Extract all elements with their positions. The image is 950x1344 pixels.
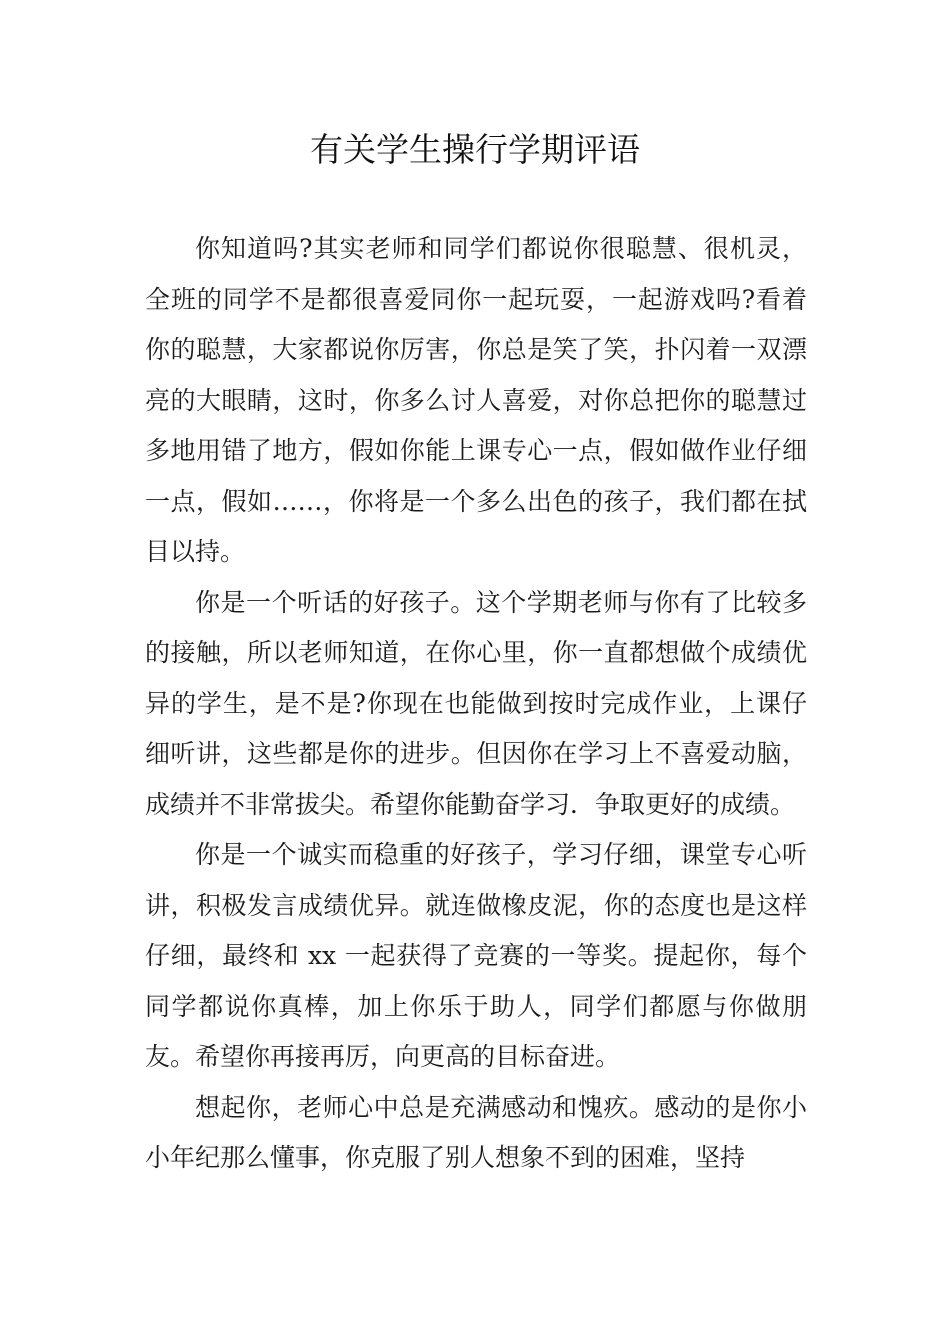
paragraph-2: 你是一个听话的好孩子。这个学期老师与你有了比较多的接触，所以老师知道，在你心里，你一直都想做个成绩优异的学生，是不是?你现在也能做到按时完成作业，上课仔细听讲，这些都是你的进步。但因你在学习上不喜爱动脑，成绩并不非常拔尖。希望你能勤奋学习．争取更好的成绩。 (145, 587, 807, 819)
paragraph-4: 想起你，老师心中总是充满感动和愧疚。感动的是你小小年纪那么懂事，你克服了别人想象不到的困难，坚持 (145, 1092, 807, 1172)
paragraph-3: 你是一个诚实而稳重的好孩子，学习仔细，课堂专心听讲，积极发言成绩优异。就连做橡皮泥，你的态度也是这样仔细，最终和 xx 一起获得了竞赛的一等奖。提起你，每个同学都说你真棒，加上你乐于助人，同学们都愿与你做朋友。希望你再接再厉，向更高的目标奋进。 (145, 840, 807, 1071)
document-body (145, 224, 807, 1184)
document-title: 有关学生操行学期评语 (310, 130, 640, 169)
paragraph-1: 你知道吗?其实老师和同学们都说你很聪慧、很机灵，全班的同学不是都很喜爱同你一起玩耍，一起游戏吗?看着你的聪慧，大家都说你厉害，你总是笑了笑，扑闪着一双漂亮的大眼睛，这时，你多么讨人喜爱，对你总把你的聪慧过多地用错了地方，假如你能上课专心一点，假如做作业仔细一点，假如……，你将是一个多么出色的孩子，我们都在拭目以持。 (145, 234, 807, 566)
